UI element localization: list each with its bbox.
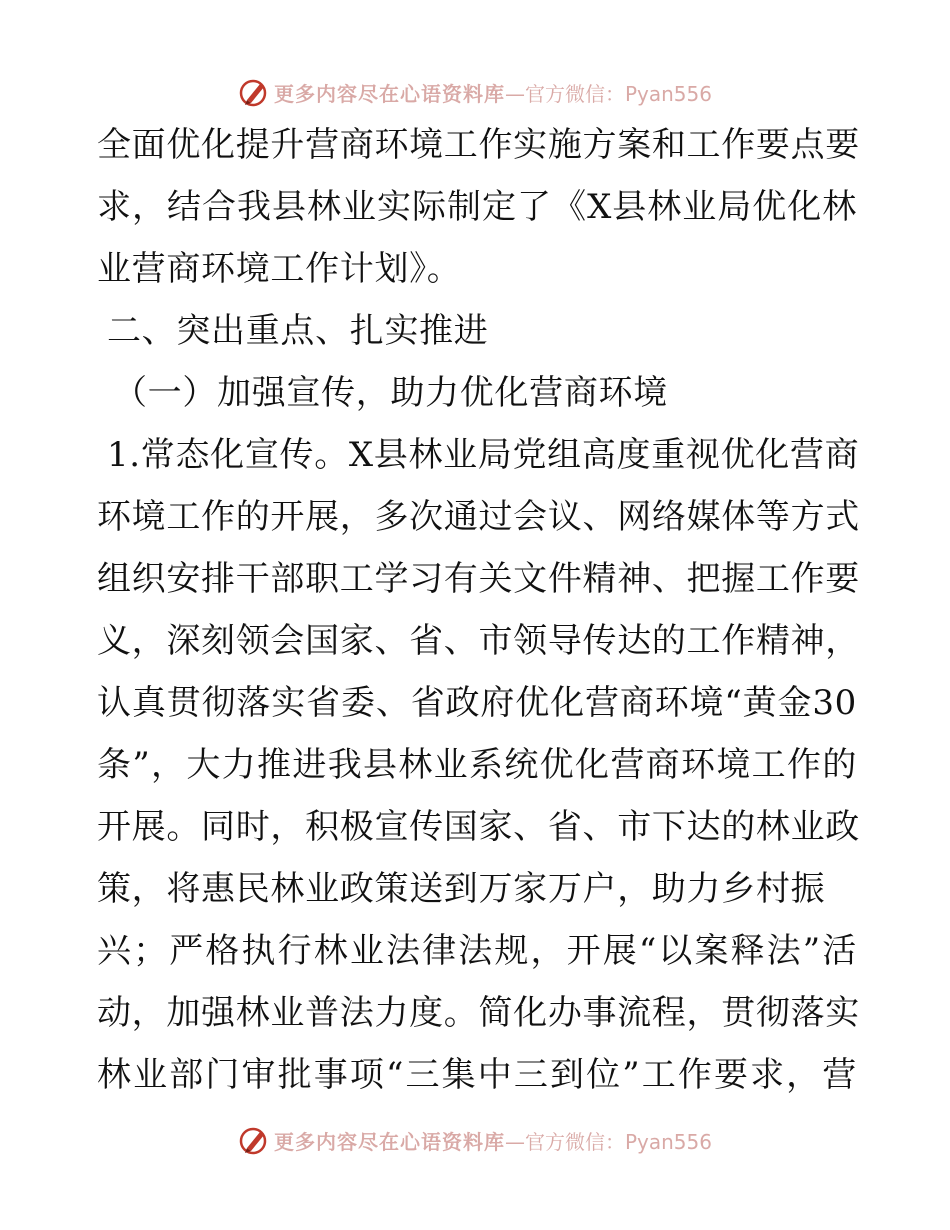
text-line: 策，将惠民林业政策送到万家万户，助力乡村振	[97, 869, 826, 909]
text-line: 环境工作的开展，多次通过会议、网络媒体等方式	[97, 497, 860, 537]
paragraph-start-line: 1.常态化宣传。X县林业局党组高度重视优化营商	[107, 435, 860, 475]
watermark-main-text: 更多内容尽在心语资料库	[273, 1129, 505, 1154]
text-line: 全面优化提升营商环境工作实施方案和工作要点要	[97, 125, 860, 165]
text-line: 求，结合我县林业实际制定了《X县林业局优化林	[97, 187, 857, 227]
text-line: 业营商环境工作计划》。	[97, 249, 462, 289]
watermark-wechat-text: —官方微信：Pyan556	[504, 1129, 712, 1154]
pen-logo-icon	[238, 1124, 270, 1156]
text-line: 林业部门审批事项“三集中三到位”工作要求，营	[97, 1055, 857, 1095]
text-line: 认真贯彻落实省委、省政府优化营商环境“黄金30	[97, 683, 857, 723]
text-line: 开展。同时，积极宣传国家、省、市下达的林业政	[97, 807, 860, 847]
text-line: 义，深刻领会国家、省、市领导传达的工作精神，	[97, 621, 860, 661]
header-watermark	[0, 72, 950, 112]
section-heading: 二、突出重点、扎实推进	[107, 311, 489, 351]
watermark-main-text: 更多内容尽在心语资料库	[273, 81, 505, 106]
text-line: 条”，大力推进我县林业系统优化营商环境工作的	[97, 745, 857, 785]
pen-logo-icon	[238, 76, 270, 108]
text-line: 兴；严格执行林业法律法规，开展“以案释法”活	[97, 931, 857, 971]
watermark-wechat-text: —官方微信：Pyan556	[504, 81, 712, 106]
text-line: 动，加强林业普法力度。简化办事流程，贯彻落实	[97, 993, 860, 1033]
subsection-heading: （一）加强宣传，助力优化营商环境	[113, 373, 668, 413]
document-body	[97, 122, 860, 1114]
text-line: 组织安排干部职工学习有关文件精神、把握工作要	[97, 559, 860, 599]
footer-watermark	[0, 1120, 950, 1160]
